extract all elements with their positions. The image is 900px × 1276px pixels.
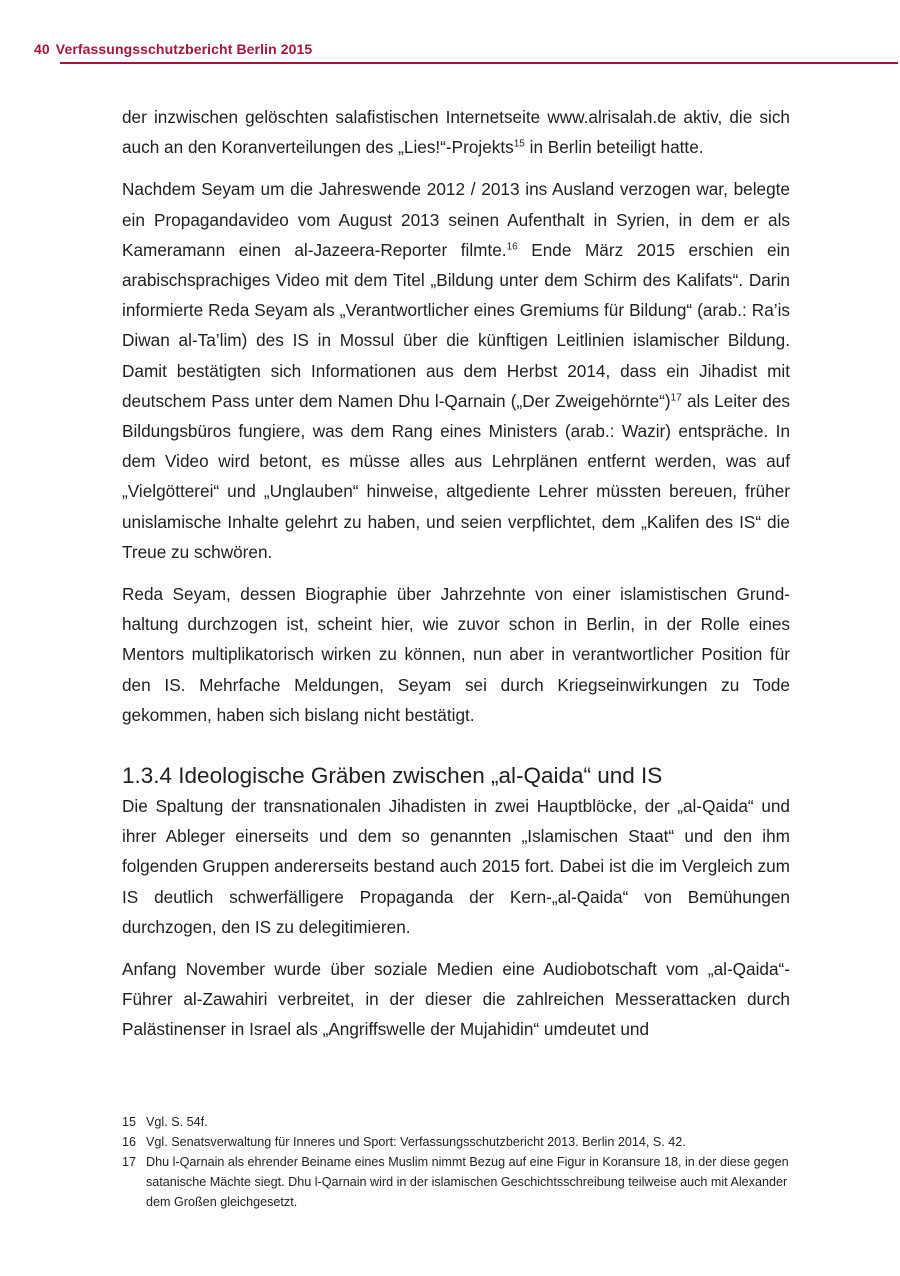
footnote-text: Dhu l-Qarnain als ehrender Beiname eines Muslim nimmt Bezug auf eine Figur in Koransure 18, in der diese gegen satanische Mächte siegt. Dhu l-Qarnain wird in der islamischen Geschichtsschreibung teilweise auch mit Alexander dem Großen gleichgesetzt. xyxy=(146,1155,789,1209)
footnote-ref-16: 16 xyxy=(506,241,518,253)
footnotes xyxy=(122,1112,802,1212)
paragraph-1 xyxy=(122,102,790,162)
paragraph-5: Anfang November wurde über soziale Medien eine Audiobotschaft vom „al-Qaida“-Führer al-Zawahiri verbreitet, in der dieser die zahlreichen Messerattacken durch Palästinenser in Israel als „Angriffswelle der Mujahidin“ umdeutet und xyxy=(122,959,790,1040)
footnote-17 xyxy=(122,1152,802,1212)
header-rule xyxy=(60,62,898,64)
running-head-title: Verfassungsschutzbericht Berlin 2015 xyxy=(55,41,313,57)
paragraph-2-text-b: Ende März 2015 erschien ein arabischsprachiges Video mit dem Titel „Bildung unter dem Schirm des Kalifats“. Darin informierte Reda Seyam als „Verantwortlicher eines Gremiums für Bildung“ (arab.: Ra’is Diwan al-Ta’lim) des IS in Mossul über die künftigen Leitlinien islamischer Bildung. Damit bestätigten sich Informationen aus dem Herbst 2014, dass ein Jihadist mit deutschem Pass unter dem Namen Dhu l-Qarnain („Der Zweigehörnte“) xyxy=(122,239,790,411)
footnote-text: Vgl. Senatsverwaltung für Inneres und Sport: Verfassungsschutzbericht 2013. Berlin 2014, S. 42. xyxy=(146,1135,686,1149)
paragraph-2-text-c: als Leiter des Bildungsbüros fungiere, was dem Rang eines Ministers (arab.: Wazir) entspräche. In dem Video wird betont, es müsse alles aus Lehrplänen entfernt werden, was auf „Vielgötterei“ und „Unglauben“ hinweise, altgediente Lehrer müssten bereuen, früher unislamische Inhalte gelehrt zu haben, und seien verpflichtet, dem „Kalifen des IS“ die Treue zu schwören. xyxy=(122,390,790,562)
page-number: 40 xyxy=(34,41,50,57)
footnote-16 xyxy=(122,1132,802,1152)
footnote-ref-17: 17 xyxy=(670,392,682,404)
footnote-text: Vgl. S. 54f. xyxy=(146,1115,208,1129)
main-text xyxy=(122,102,790,1057)
paragraph-4: Die Spaltung der transnationalen Jihadisten in zwei Hauptblöcke, der „al-Qaida“ und ihrer Ableger einerseits und dem so genannten „Islamischen Staat“ und den ihm folgenden Gruppen andererseits bestand auch 2015 fort. Dabei ist die im Vergleich zum IS deutlich schwerfälligere Propaganda der Kern-„al-Qaida“ von Bemühungen durchzogen, den IS zu delegitimieren. xyxy=(122,796,790,937)
paragraph-1-text-a: der inzwischen gelöschten salafistischen Internetseite www.alrisalah.de aktiv, die sich auch an den Koranverteilungen des „Lies!“-Projekts xyxy=(122,107,790,158)
footnote-number: 17 xyxy=(122,1155,137,1169)
paragraph-3: Reda Seyam, dessen Biographie über Jahrzehnte von einer islamistischen Grundhaltung durchzogen ist, scheint hier, wie zuvor schon in Berlin, in der Rolle eines Mentors multiplikatorisch wirken zu können, nun aber in verantwortlicher Position für den IS. Mehrfache Meldungen, Seyam sei durch Kriegseinwirkungen zu Tode gekommen, haben sich bislang nicht bestätigt. xyxy=(122,584,790,725)
paragraph-2-text-a: Nachdem Seyam um die Jahreswende 2012 / 2013 ins Ausland verzogen war, belegte ein Propagandavideo vom August 2013 seinen Aufenthalt in Syrien, in dem er als Kameramann einen al-Jazeera-Reporter filmte. xyxy=(122,179,790,260)
page-header xyxy=(34,40,898,66)
footnote-number: 15 xyxy=(122,1115,137,1129)
footnote-number: 16 xyxy=(122,1135,137,1149)
paragraph-1-text-b: in Berlin beteiligt hatte. xyxy=(524,137,704,158)
paragraph-2 xyxy=(122,174,790,567)
running-head xyxy=(34,40,898,58)
footnote-15 xyxy=(122,1112,802,1132)
footnote-ref-15: 15 xyxy=(513,138,525,150)
section-heading: 1.3.4 Ideologische Gräben zwischen „al-Qaida“ und IS xyxy=(122,763,663,789)
